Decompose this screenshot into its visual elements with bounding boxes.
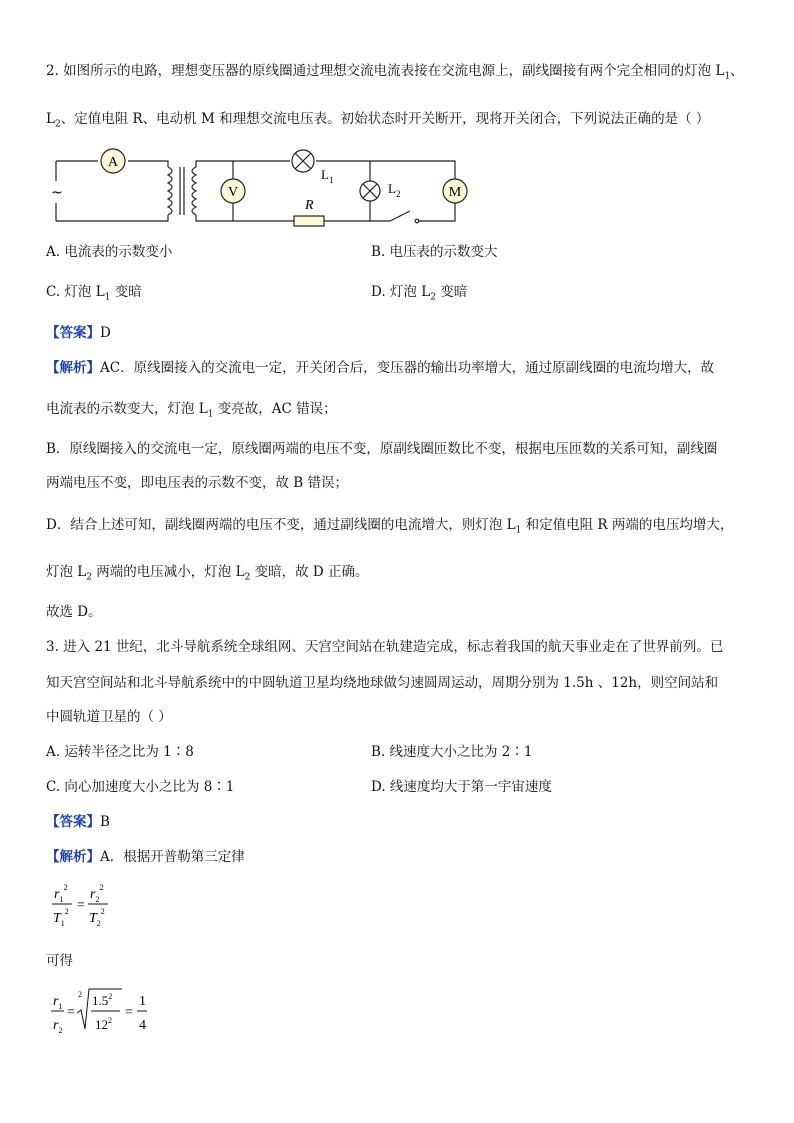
svg-text:=: = bbox=[125, 1005, 133, 1020]
q2-option-d[interactable]: D. 灯泡 $L_2$ 变暗 bbox=[371, 284, 468, 303]
svg-text:2: 2 bbox=[78, 990, 82, 999]
q3-analysis-line2: 可得 bbox=[46, 953, 73, 969]
q2-answer: 【答案】D bbox=[46, 325, 111, 341]
ac-source-symbol: ~ bbox=[51, 185, 63, 201]
q3-text-line3: 中圆轨道卫星的（ ） bbox=[46, 709, 172, 725]
q2-option-a[interactable]: A. 电流表的示数变小 bbox=[46, 244, 173, 260]
q2-analysis-line2: 电流表的示数变大，灯泡 $L_1$ 变亮故，AC 错误； bbox=[46, 401, 337, 420]
radius-ratio-formula bbox=[50, 985, 160, 1037]
circuit-diagram bbox=[50, 145, 480, 233]
svg-text:1.52: $1.5^2$ bbox=[92, 992, 113, 1008]
svg-text:T22: $T_2^2$ bbox=[89, 907, 105, 928]
voltmeter-symbol bbox=[221, 179, 245, 203]
svg-text:r2: $r_2$ bbox=[53, 1018, 63, 1035]
svg-text:A: A bbox=[107, 155, 119, 170]
q2-analysis-line4: 两端电压不变，即电压表的示数不变，故 B 错误； bbox=[46, 475, 349, 491]
svg-text:r12: $r_1^2$ bbox=[54, 883, 68, 904]
q2-text-line2: $L_2$、定值电阻 R、电动机 M 和理想交流电压表。初始状态时开关断开，现将开关闭合，下列说法正确的是（ ） bbox=[46, 111, 710, 130]
q3-option-b[interactable]: B. 线速度大小之比为 2∶1 bbox=[371, 744, 533, 760]
motor-symbol bbox=[443, 179, 467, 203]
q2-analysis-line6: 灯泡 $L_2$ 两端的电压减小，灯泡 $L_2$ 变暗，故 D 正确。 bbox=[46, 564, 369, 583]
q2-analysis-line1: 【解析】AC．原线圈接入的交流电一定，开关闭合后，变压器的输出功率增大，通过原副线圈的电流均增大，故 bbox=[46, 360, 715, 376]
svg-text:M: M bbox=[448, 185, 462, 200]
q2-option-b[interactable]: B. 电压表的示数变大 bbox=[371, 244, 498, 260]
svg-text:L1: $L_1$ bbox=[321, 167, 334, 185]
resistor-symbol bbox=[294, 198, 324, 226]
svg-text:=: = bbox=[77, 898, 85, 913]
lamp-l2-symbol bbox=[360, 181, 400, 201]
q2-conclusion: 故选 D。 bbox=[46, 604, 102, 620]
q3-option-a[interactable]: A. 运转半径之比为 1∶8 bbox=[46, 744, 194, 760]
q3-text-line1: 3. 进入 21 世纪，北斗导航系统全球组网、天宫空间站在轨建造完成，标志着我国的航天事业走在了世界前列。已 bbox=[46, 639, 724, 655]
q2-option-c[interactable]: C. 灯泡 $L_1$ 变暗 bbox=[46, 284, 142, 303]
svg-text:4: 4 bbox=[139, 1018, 146, 1033]
q3-analysis-line1: 【解析】A．根据开普勒第三定律 bbox=[46, 849, 245, 865]
svg-text:T12: $T_1^2$ bbox=[53, 907, 69, 928]
q3-answer: 【答案】B bbox=[46, 814, 110, 830]
q3-text-line2: 知天宫空间站和北斗导航系统中的中圆轨道卫星均绕地球做匀速圆周运动，周期分别为 1.5h 、12h，则空间站和 bbox=[46, 675, 719, 691]
svg-text:=: = bbox=[67, 1005, 75, 1020]
q3-option-d[interactable]: D. 线速度均大于第一宇宙速度 bbox=[371, 779, 552, 795]
svg-text:122: $12^2$ bbox=[95, 1016, 112, 1032]
svg-text:L2: $L_2$ bbox=[388, 181, 401, 199]
q2-text-line1: 2. 如图所示的电路，理想变压器的原线圈通过理想交流电流表接在交流电源上，副线圈接有两个完全相同的灯泡 $L_1$、 bbox=[46, 63, 744, 82]
svg-text:r22: $r_2^2$ bbox=[90, 883, 104, 904]
svg-text:V: V bbox=[227, 185, 239, 200]
q2-analysis-line3: B．原线圈接入的交流电一定，原线圈两端的电压不变，原副线圈匝数比不变，根据电压匝数的关系可知，副线圈 bbox=[46, 441, 718, 457]
q3-option-c[interactable]: C. 向心加速度大小之比为 8∶1 bbox=[46, 779, 235, 795]
q2-analysis-line5: D．结合上述可知，副线圈两端的电压不变，通过副线圈的电流增大，则灯泡 $L_1$ 和定值电阻 R 两端的电压均增大， bbox=[46, 517, 734, 536]
svg-text:r1: $r_1$ bbox=[53, 994, 63, 1011]
lamp-l1-symbol bbox=[292, 150, 333, 185]
svg-text:1: 1 bbox=[139, 994, 146, 1009]
ammeter-symbol bbox=[101, 149, 125, 173]
svg-text:R: R bbox=[305, 198, 314, 213]
kepler-formula bbox=[50, 880, 130, 930]
